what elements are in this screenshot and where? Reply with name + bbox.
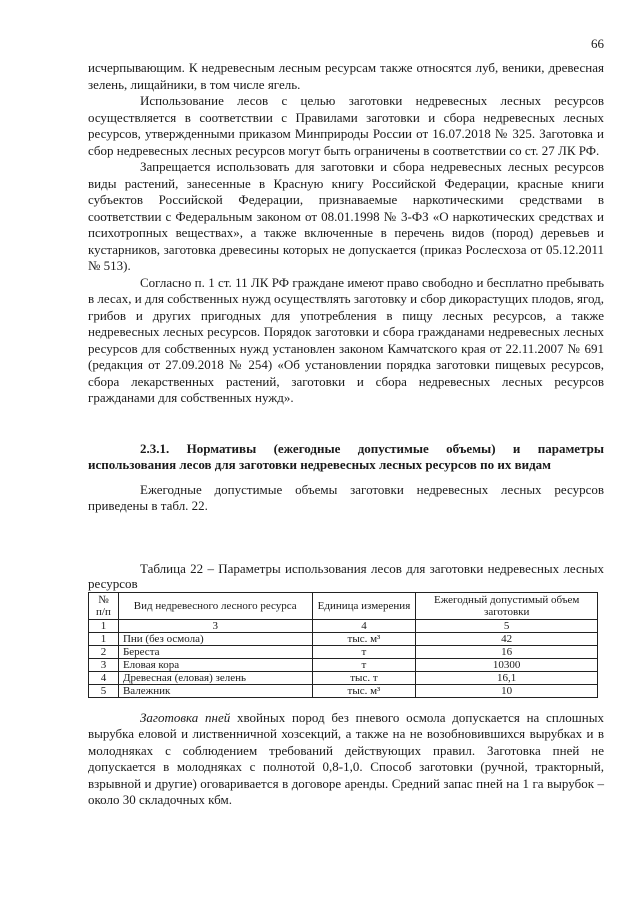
table-cell: тыс. м³	[312, 684, 416, 697]
table-cell: 3	[118, 619, 312, 632]
header-cell: Вид недревесного лесного ресурса	[118, 592, 312, 619]
page-number: 66	[591, 36, 604, 51]
header-cell: № п/п	[89, 592, 119, 619]
table-cell: Береста	[118, 645, 312, 658]
paragraph-6	[88, 710, 604, 809]
table-cell: 5	[416, 619, 598, 632]
table-row	[89, 684, 598, 697]
table-cell: 3	[89, 658, 119, 671]
paragraph-4: Согласно п. 1 ст. 11 ЛК РФ граждане имеют право свободно и бесплатно пребывать в лесах, и для собственных нужд осуществлять заготовку и сбор дикорастущих плодов, ягод, грибов и других пригодных для употребления в пищу лесных ресурсов, а также недревесных лесных ресурсов. Порядок заготовки и сбора гражданами недревесных лесных ресурсов для собственных нужд установлен законом Камчатского края от 22.11.2007 № 691 (редакция от 27.09.2018 № 254) «Об установлении порядка заготовки пищевых ресурсов, сбора лекарственных растений, заготовки и сбора недревесных лесных ресурсов гражданами для собственных нужд».	[88, 274, 604, 405]
document-body	[88, 60, 604, 809]
table-cell: 42	[416, 632, 598, 645]
table-cell: 4	[89, 671, 119, 684]
table-cell: 16,1	[416, 671, 598, 684]
table-row	[89, 671, 598, 684]
table-cell: 1	[89, 619, 119, 632]
section-heading: 2.3.1. Нормативы (ежегодные допустимые объемы) и параметры использования лесов для заготовки недревесных лесных ресурсов по их видам	[88, 440, 604, 472]
paragraph-1: исчерпывающим. К недревесным лесным ресурсам также относятся луб, веники, древесная зелень, лищайники, в том числе ягель.	[88, 60, 604, 92]
header-cell: Ежегодный допустимый объем заготовки	[416, 592, 598, 619]
table-cell: Валежник	[118, 684, 312, 697]
table-cell: 4	[312, 619, 416, 632]
table-cell: т	[312, 658, 416, 671]
table-row	[89, 658, 598, 671]
table-cell: 5	[89, 684, 119, 697]
table-cell: Пни (без осмола)	[118, 632, 312, 645]
table-cell: 1	[89, 632, 119, 645]
table-cell: 2	[89, 645, 119, 658]
table-cell: т	[312, 645, 416, 658]
table-row	[89, 619, 598, 632]
table-cell: Древесная (еловая) зелень	[118, 671, 312, 684]
table-row	[89, 632, 598, 645]
table-cell: 10300	[416, 658, 598, 671]
paragraph-5: Ежегодные допустимые объемы заготовки недревесных лесных ресурсов приведены в табл. 22.	[88, 481, 604, 513]
table-header-row	[89, 592, 598, 619]
table-cell: тыс. м³	[312, 632, 416, 645]
table-cell: 10	[416, 684, 598, 697]
table-row	[89, 645, 598, 658]
italic-term: Заготовка пней	[140, 709, 231, 725]
paragraph-3: Запрещается использовать для заготовки и сбора недревесных лесных ресурсов виды растений, занесенные в Красную книгу Российской Федерации, красные книги субъектов Российской Федерации, признаваемые наркотическими средствами в соответствии с Федеральным законом от 08.01.1998 № 3-ФЗ «О наркотических средствах и психотропных веществах», а также включенные в перечень видов (пород) деревьев и кустарников, заготовка древесины которых не допускается (приказ Рослесхоза от 05.12.2011 № 513).	[88, 159, 604, 273]
paragraph-6-text: хвойных пород без пневого осмола допускается на сплошных вырубка еловой и лиственничной хозсекций, а также на не возобновившихся вырубках и в молодняках с соблюдением требований действующих правил. Заготовка пней не допускается в молодняках с полнотой 0,8-1,0. Способ заготовки (ручной, тракторный, взрывной и другие) оговаривается в договоре аренды. Средний запас пней на 1 га вырубок – около 30 складочных кбм.	[88, 709, 604, 807]
table-cell: тыс. т	[312, 671, 416, 684]
parameters-table	[88, 592, 598, 698]
table-caption: Таблица 22 – Параметры использования лесов для заготовки недревесных лесных ресурсов	[88, 560, 604, 591]
table-cell: 16	[416, 645, 598, 658]
header-cell: Единица измерения	[312, 592, 416, 619]
paragraph-2: Использование лесов с целью заготовки недревесных лесных ресурсов осуществляется в соответствии с Правилами заготовки и сбора недревесных лесных ресурсов, утвержденными приказом Минприроды России от 16.07.2018 № 325. Заготовка и сбор недревесных лесных ресурсов могут быть ограничены в соответствии со ст. 27 ЛК РФ.	[88, 93, 604, 158]
table-cell: Еловая кора	[118, 658, 312, 671]
